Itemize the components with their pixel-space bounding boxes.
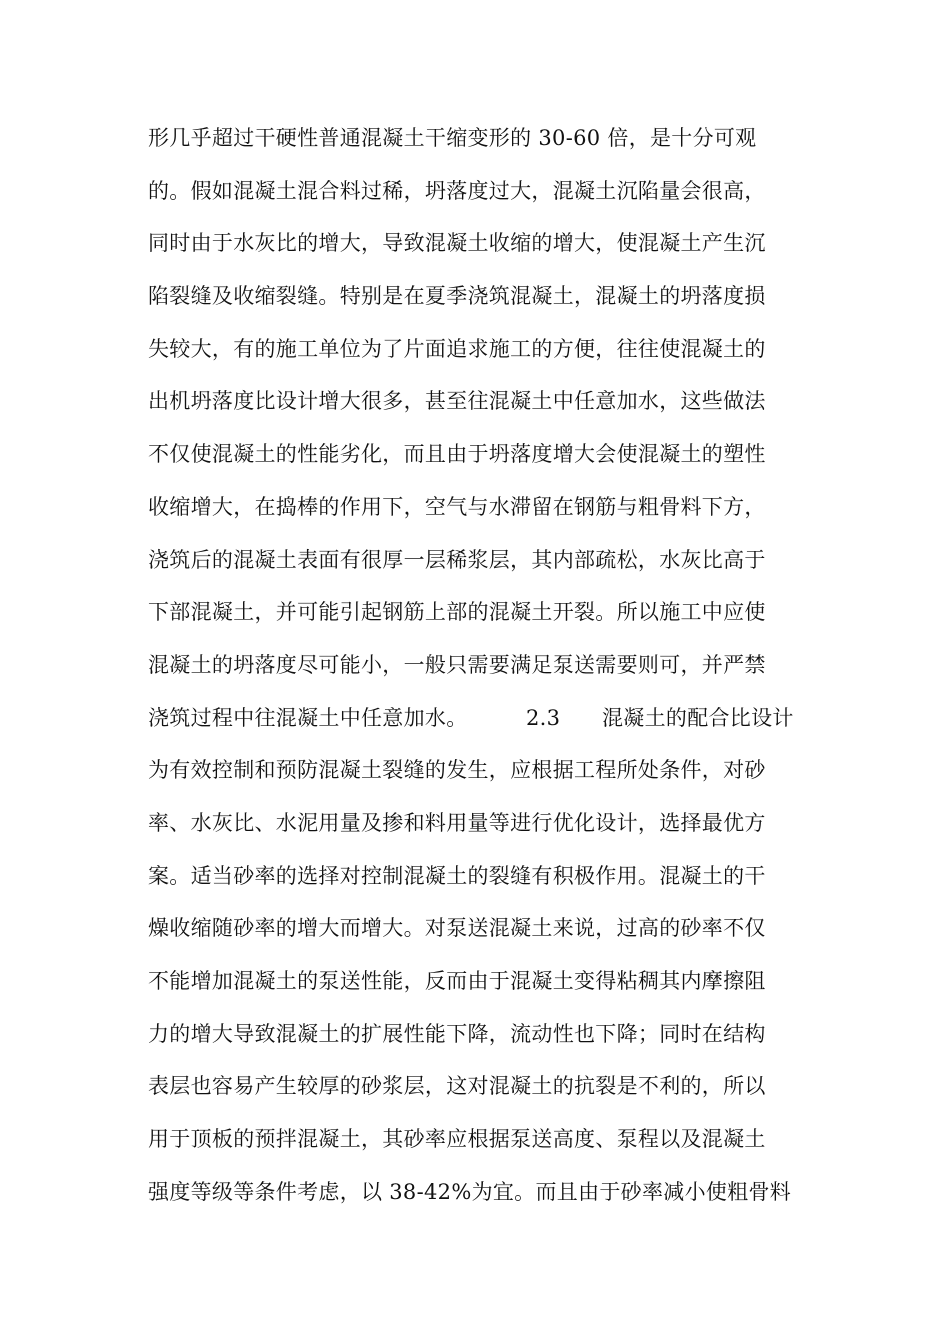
text-line-2: 的。假如混凝土混合料过稀，坍落度过大，混凝土沉陷量会很高， — [148, 178, 766, 203]
text-line-15: 案。适当砂率的选择对控制混凝土的裂缝有积极作用。混凝土的干 — [148, 863, 766, 888]
text-line-10: 下部混凝土，并可能引起钢筋上部的混凝土开裂。所以施工中应使 — [148, 600, 766, 625]
text-line-5: 失较大，有的施工单位为了片面追求施工的方便，往往使混凝土的 — [148, 336, 766, 361]
text-line-12 — [148, 696, 808, 749]
text-line-13: 为有效控制和预防混凝土裂缝的发生，应根据工程所处条件，对砂 — [148, 758, 766, 783]
text-line-7: 不仅使混凝土的性能劣化，而且由于坍落度增大会使混凝土的塑性 — [148, 442, 766, 467]
text-line-16: 燥收缩随砂率的增大而增大。对泵送混凝土来说，过高的砂率不仅 — [148, 916, 766, 941]
text-line-6: 出机坍落度比设计增大很多，甚至往混凝土中任意加水，这些做法 — [148, 389, 766, 414]
text-line-18: 力的增大导致混凝土的扩展性能下降，流动性也下降；同时在结构 — [148, 1021, 766, 1046]
text-line-17: 不能增加混凝土的泵送性能，反而由于混凝土变得粘稠其内摩擦阻 — [148, 969, 766, 993]
text-line-21: 强度等级等条件考虑，以 38-42%为宜。而且由于砂率减小使粗骨料 — [148, 1179, 792, 1204]
text-line-3: 同时由于水灰比的增大，导致混凝土收缩的增大，使混凝土产生沉 — [148, 231, 766, 256]
text-line-19: 表层也容易产生较厚的砂浆层，这对混凝土的抗裂是不利的，所以 — [148, 1074, 766, 1099]
text-line-11: 混凝土的坍落度尽可能小，一般只需要满足泵送需要则可，并严禁 — [148, 652, 766, 677]
text-line-4: 陷裂缝及收缩裂缝。特别是在夏季浇筑混凝土，混凝土的坍落度损 — [148, 284, 766, 309]
text-line-20: 用于顶板的预拌混凝土，其砂率应根据泵送高度、泵程以及混凝土 — [148, 1127, 766, 1152]
section-number: 2.3 — [526, 705, 561, 730]
section-heading: 混凝土的配合比设计 — [602, 705, 794, 730]
text-line-9: 浇筑后的混凝土表面有很厚一层稀浆层，其内部疏松，水灰比高于 — [148, 547, 766, 572]
text-line-8: 收缩增大，在捣棒的作用下，空气与水滞留在钢筋与粗骨料下方， — [148, 494, 766, 519]
text-line-1: 形几乎超过干硬性普通混凝土干缩变形的 30-60 倍，是十分可观 — [148, 126, 757, 150]
text-line-12-body: 浇筑过程中往混凝土中任意加水。 — [148, 705, 468, 730]
body-text — [148, 116, 808, 1222]
text-line-14: 率、水灰比、水泥用量及掺和料用量等进行优化设计，选择最优方 — [148, 810, 766, 835]
